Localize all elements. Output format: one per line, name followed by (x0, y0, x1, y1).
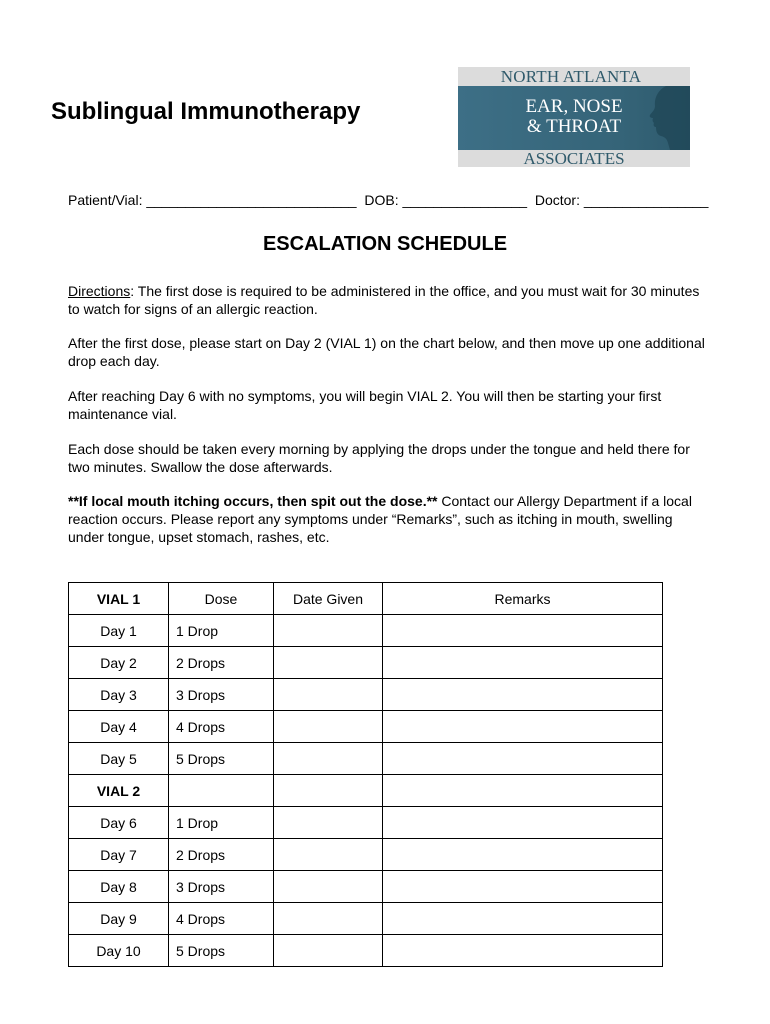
table-row (69, 903, 663, 935)
dose-cell: 2 Drops (169, 647, 274, 679)
page-title: Sublingual Immunotherapy (51, 98, 361, 125)
dob-field[interactable]: ________________ (402, 192, 528, 208)
schedule-heading: ESCALATION SCHEDULE (262, 233, 508, 255)
date-given-cell[interactable] (274, 807, 383, 839)
date-given-cell[interactable] (274, 743, 383, 775)
patient-vial-label: Patient/Vial: (68, 192, 143, 208)
date-given-cell[interactable] (274, 647, 383, 679)
directions-text: : The first dose is required to be administered in the office, and you must wait for 30 minutes to watch for signs of an allergic reaction. (68, 283, 700, 317)
date-given-cell[interactable] (274, 903, 383, 935)
table-row (69, 935, 663, 967)
dose-cell: 4 Drops (169, 903, 274, 935)
dosing-paragraph: Each dose should be taken every morning by applying the drops under the tongue and held there for two minutes. Swallow the dose afterwards. (68, 441, 690, 475)
dose-cell: 1 Drop (169, 807, 274, 839)
remarks-cell[interactable] (383, 711, 663, 743)
table-row (69, 679, 663, 711)
day-cell: Day 4 (69, 711, 169, 743)
remarks-cell[interactable] (383, 807, 663, 839)
table-row (69, 647, 663, 679)
table-row (69, 871, 663, 903)
warning-paragraph (68, 492, 708, 546)
profile-silhouette-icon (636, 86, 690, 150)
doctor-field[interactable]: ________________ (583, 192, 709, 208)
remarks-cell[interactable] (383, 743, 663, 775)
date-given-cell[interactable] (274, 935, 383, 967)
escalation-table (68, 582, 663, 967)
table-row (69, 711, 663, 743)
day-cell: Day 6 (69, 807, 169, 839)
table-row (69, 615, 663, 647)
patient-info-fields (68, 192, 708, 208)
remarks-cell[interactable] (383, 935, 663, 967)
logo-line-1: NORTH ATLANTA (500, 67, 642, 86)
day-cell: Day 1 (69, 615, 169, 647)
header-remarks: Remarks (383, 583, 663, 615)
remarks-cell[interactable] (383, 679, 663, 711)
day-cell: Day 8 (69, 871, 169, 903)
patient-vial-field[interactable]: ___________________________ (146, 192, 357, 208)
table-row (69, 775, 663, 807)
dob-label: DOB: (364, 192, 399, 208)
first-dose-paragraph: After the first dose, please start on Day 2 (VIAL 1) on the chart below, and then move up one additional drop each day. (68, 335, 705, 369)
date-given-cell[interactable] (274, 871, 383, 903)
date-given-cell[interactable] (274, 679, 383, 711)
vial2-paragraph: After reaching Day 6 with no symptoms, you will begin VIAL 2. You will then be starting your first maintenance vial. (68, 388, 662, 422)
dose-cell: 5 Drops (169, 743, 274, 775)
logo-line-2: EAR, NOSE (525, 96, 623, 117)
header-dose: Dose (169, 583, 274, 615)
dose-cell: 5 Drops (169, 935, 274, 967)
date-given-cell[interactable] (274, 711, 383, 743)
table-header-row (69, 583, 663, 615)
warning-text: Contact our Allergy Department if a local reaction occurs. Please report any symptoms under “Remarks”, such as itching in mouth, swelling under tongue, upset stomach, rashes, etc. (68, 493, 692, 545)
dose-cell: 2 Drops (169, 839, 274, 871)
directions-paragraph (68, 282, 708, 318)
remarks-cell[interactable] (383, 903, 663, 935)
table-row (69, 807, 663, 839)
logo-line-3: & THROAT (526, 116, 622, 137)
dose-cell: 3 Drops (169, 871, 274, 903)
remarks-cell[interactable] (383, 647, 663, 679)
table-row (69, 839, 663, 871)
dose-cell (169, 775, 274, 807)
day-cell: Day 10 (69, 935, 169, 967)
dose-cell: 4 Drops (169, 711, 274, 743)
day-cell: Day 9 (69, 903, 169, 935)
day-cell: Day 3 (69, 679, 169, 711)
header-vial1: VIAL 1 (69, 583, 169, 615)
dose-cell: 3 Drops (169, 679, 274, 711)
directions-label: Directions (68, 283, 131, 299)
date-given-cell[interactable] (274, 615, 383, 647)
remarks-cell[interactable] (383, 775, 663, 807)
warning-bold: **If local mouth itching occurs, then spit out the dose.** (68, 493, 438, 509)
remarks-cell[interactable] (383, 615, 663, 647)
dose-cell: 1 Drop (169, 615, 274, 647)
day-cell: Day 7 (69, 839, 169, 871)
doctor-label: Doctor: (534, 192, 580, 208)
header-date-given: Date Given (274, 583, 383, 615)
day-cell: VIAL 2 (69, 775, 169, 807)
remarks-cell[interactable] (383, 839, 663, 871)
logo-line-4: ASSOCIATES (523, 149, 625, 167)
remarks-cell[interactable] (383, 871, 663, 903)
day-cell: Day 2 (69, 647, 169, 679)
date-given-cell[interactable] (274, 839, 383, 871)
table-row (69, 743, 663, 775)
day-cell: Day 5 (69, 743, 169, 775)
date-given-cell[interactable] (274, 775, 383, 807)
practice-logo (458, 67, 690, 167)
